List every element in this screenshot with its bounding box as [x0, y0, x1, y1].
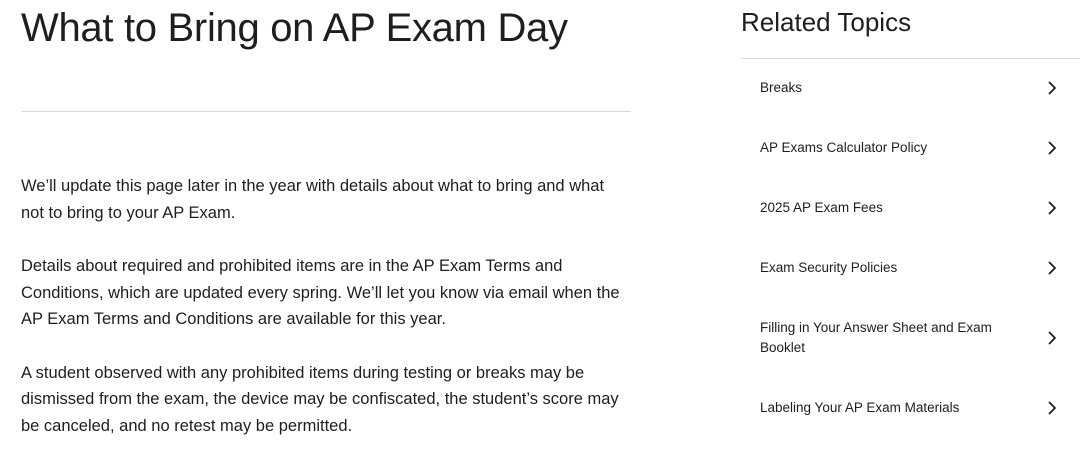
main-content: [21, 0, 631, 435]
related-topic-label: Exam Security Policies: [760, 260, 898, 275]
chevron-right-icon: [1042, 398, 1062, 418]
related-topic-label: Filling in Your Answer Sheet and Exam Booklet: [760, 320, 992, 355]
paragraph-terms-text-mid: , which are updated every spring. We’ll let you know via email when the: [98, 283, 620, 302]
related-topic-label: Breaks: [760, 80, 803, 95]
title-divider: [21, 111, 631, 112]
related-topic-exam-fees[interactable]: [741, 198, 1080, 218]
paragraph-update-notice: We’ll update this page later in the year with details about what to bring and what not to bring to your AP Exam.: [21, 177, 605, 222]
chevron-right-icon: [1042, 198, 1062, 218]
related-topic-label: 2025 AP Exam Fees: [760, 200, 883, 215]
chevron-right-icon: [1042, 138, 1062, 158]
related-topic-breaks[interactable]: [741, 78, 1080, 98]
paragraph-prohibited-items: A student observed with any prohibited items during testing or breaks may be dismissed from the exam, the device may be confiscated, the student’s score may be canceled, and no retest may be permitted.: [21, 363, 619, 435]
chevron-right-icon: [1042, 78, 1062, 98]
chevron-right-icon: [1042, 258, 1062, 278]
related-topic-label: AP Exams Calculator Policy: [760, 140, 928, 155]
paragraph-terms-text-start: Details about required and prohibited items are in the: [21, 257, 413, 275]
paragraph-terms: [21, 253, 631, 333]
related-topic-calculator-policy[interactable]: [741, 138, 1080, 158]
terms-and-conditions-link[interactable]: AP Exam Terms and Conditions: [21, 257, 563, 302]
related-topics-title: Related Topics: [741, 7, 912, 37]
related-topic-security-policies[interactable]: [741, 258, 1080, 278]
page-title: What to Bring on AP Exam Day: [21, 6, 568, 50]
article-body: [21, 173, 631, 452]
chevron-right-icon: [1042, 328, 1062, 348]
related-topic-answer-sheet[interactable]: [741, 318, 1080, 358]
terms-and-conditions-link-2[interactable]: AP Exam Terms and Conditions: [21, 310, 254, 328]
related-topics-sidebar: [741, 0, 1080, 415]
related-topic-label: Labeling Your AP Exam Materials: [760, 400, 960, 415]
sidebar-divider: [741, 58, 1080, 59]
related-topic-labeling-materials[interactable]: [741, 398, 1080, 418]
paragraph-terms-text-end: are available for this year.: [253, 310, 446, 328]
